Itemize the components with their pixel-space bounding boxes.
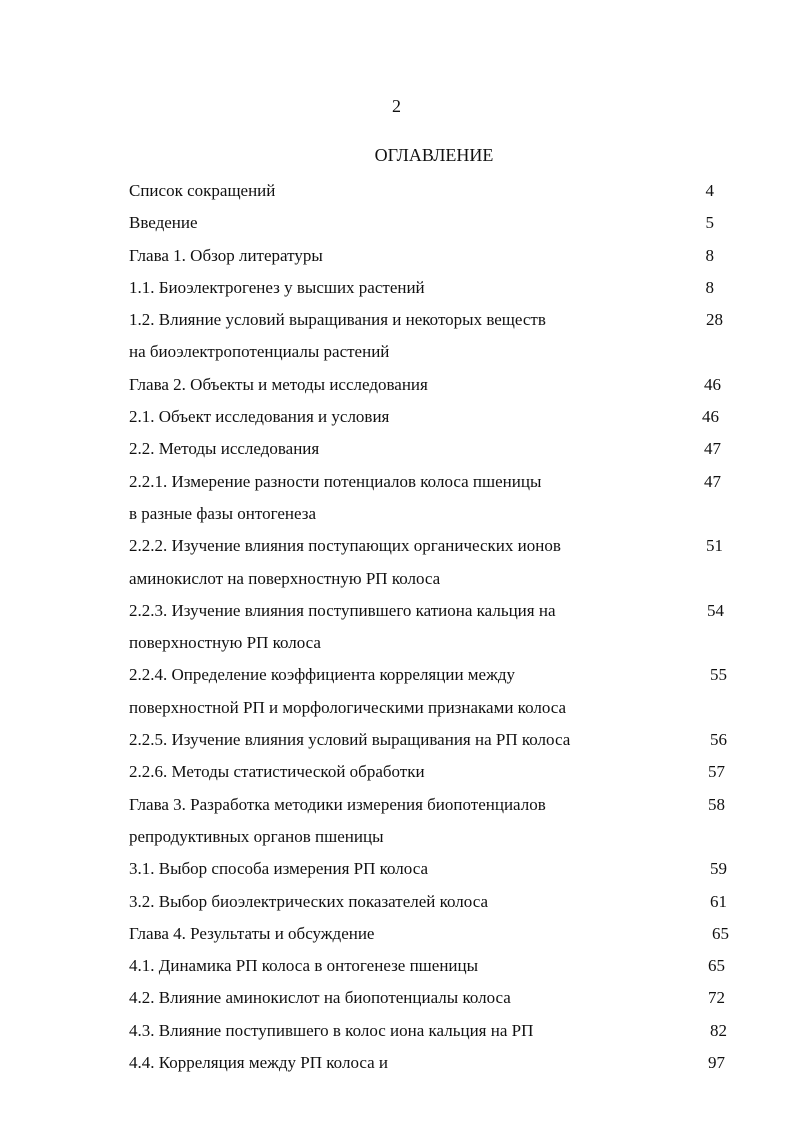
toc-entry-page-number: 82 [710, 1020, 727, 1040]
toc-entry-page-number: 97 [708, 1053, 725, 1073]
toc-entry [129, 724, 729, 756]
toc-entry-page-number: 46 [704, 374, 721, 394]
toc-entry-text: 2.2. Методы исследования [129, 439, 320, 459]
toc-entry-text: Глава 2. Объекты и методы исследования [129, 374, 428, 394]
toc-entry-text: Глава 1. Обзор литературы [129, 245, 323, 265]
table-of-contents [129, 175, 729, 1079]
toc-entry-text: на биоэлектропотенциалы растений [129, 342, 390, 362]
toc-entry-page-number: 47 [704, 439, 721, 459]
toc-entry-text: репродуктивных органов пшеницы [129, 826, 384, 846]
toc-entry-page-number: 5 [705, 213, 714, 233]
toc-entry [129, 1047, 729, 1079]
toc-entry-page-number: 57 [708, 762, 725, 782]
toc-entry-text: 2.2.1. Измерение разности потенциалов колоса пшеницы [129, 471, 542, 491]
toc-entry-text: 3.1. Выбор способа измерения РП колоса [129, 859, 429, 879]
toc-entry-text: 2.2.5. Изучение влияния условий выращивания на РП колоса [129, 730, 571, 750]
toc-entry-text: Глава 3. Разработка методики измерения биопотенциалов [129, 794, 546, 814]
toc-entry-text: 4.1. Динамика РП колоса в онтогенезе пшеницы [129, 956, 479, 976]
toc-entry-page-number: 28 [706, 310, 723, 330]
toc-title: ОГЛАВЛЕНИЕ [374, 145, 494, 165]
toc-entry-page-number: 4 [705, 181, 714, 200]
toc-entry-page-number: 51 [706, 536, 723, 556]
toc-entry-text: 2.1. Объект исследования и условия [129, 407, 390, 427]
toc-entry-page-number: 61 [710, 891, 727, 911]
toc-entry-page-number: 72 [708, 988, 725, 1008]
toc-entry-text: поверхностную РП колоса [129, 633, 321, 653]
toc-entry-text: 4.2. Влияние аминокислот на биопотенциалы колоса [129, 988, 511, 1008]
toc-entry [129, 853, 729, 885]
toc-entry-text: Список сокращений [129, 181, 276, 200]
toc-entry [129, 918, 729, 950]
toc-entry-text: аминокислот на поверхностную РП колоса [129, 568, 441, 588]
toc-entry-text: 4.3. Влияние поступившего в колос иона кальция на РП [129, 1020, 534, 1040]
toc-entry-page-number: 54 [707, 600, 724, 620]
toc-entry-text: 2.2.6. Методы статистической обработки [129, 762, 425, 782]
toc-entry-page-number: 65 [708, 956, 725, 976]
toc-entry [129, 530, 729, 595]
toc-entry [129, 466, 729, 531]
toc-entry-page-number: 55 [710, 665, 727, 685]
toc-entry-page-number: 8 [705, 277, 714, 297]
toc-entry-page-number: 56 [710, 730, 727, 750]
toc-entry [129, 175, 729, 207]
toc-entry-page-number: 47 [704, 471, 721, 491]
toc-entry [129, 207, 729, 239]
toc-entry [129, 789, 729, 854]
toc-entry-text: Глава 4. Результаты и обсуждение [129, 923, 375, 943]
toc-entry-text: в разные фазы онтогенеза [129, 503, 317, 523]
toc-entry [129, 1015, 729, 1047]
toc-entry-text: 1.2. Влияние условий выращивания и некоторых веществ [129, 310, 546, 330]
toc-entry [129, 272, 729, 304]
toc-entry [129, 659, 729, 724]
toc-entry-text: 3.2. Выбор биоэлектрических показателей колоса [129, 891, 489, 911]
toc-entry [129, 240, 729, 272]
toc-entry-text: 4.4. Корреляция между РП колоса и [129, 1053, 389, 1073]
toc-entry [129, 950, 729, 982]
toc-entry-text: Введение [129, 213, 198, 233]
toc-entry-page-number: 65 [712, 923, 729, 943]
toc-entry [129, 595, 729, 660]
toc-entry [129, 369, 729, 401]
toc-entry-page-number: 58 [708, 794, 725, 814]
toc-entry [129, 433, 729, 465]
toc-entry-page-number: 8 [705, 245, 714, 265]
toc-entry-text: 2.2.4. Определение коэффициента корреляции между [129, 665, 515, 685]
toc-entry-text: поверхностной РП и морфологическими признаками колоса [129, 697, 567, 717]
toc-entry-page-number: 46 [702, 407, 719, 427]
page-number: 2 [392, 96, 401, 116]
toc-entry [129, 401, 729, 433]
toc-entry [129, 756, 729, 788]
toc-entry [129, 886, 729, 918]
toc-entry [129, 304, 729, 369]
toc-entry-text: 2.2.3. Изучение влияния поступившего катиона кальция на [129, 600, 556, 620]
toc-entry-text: 2.2.2. Изучение влияния поступающих органических ионов [129, 536, 561, 556]
toc-entry-text: 1.1. Биоэлектрогенез у высших растений [129, 277, 425, 297]
toc-entry [129, 982, 729, 1014]
toc-entry-page-number: 59 [710, 859, 727, 879]
